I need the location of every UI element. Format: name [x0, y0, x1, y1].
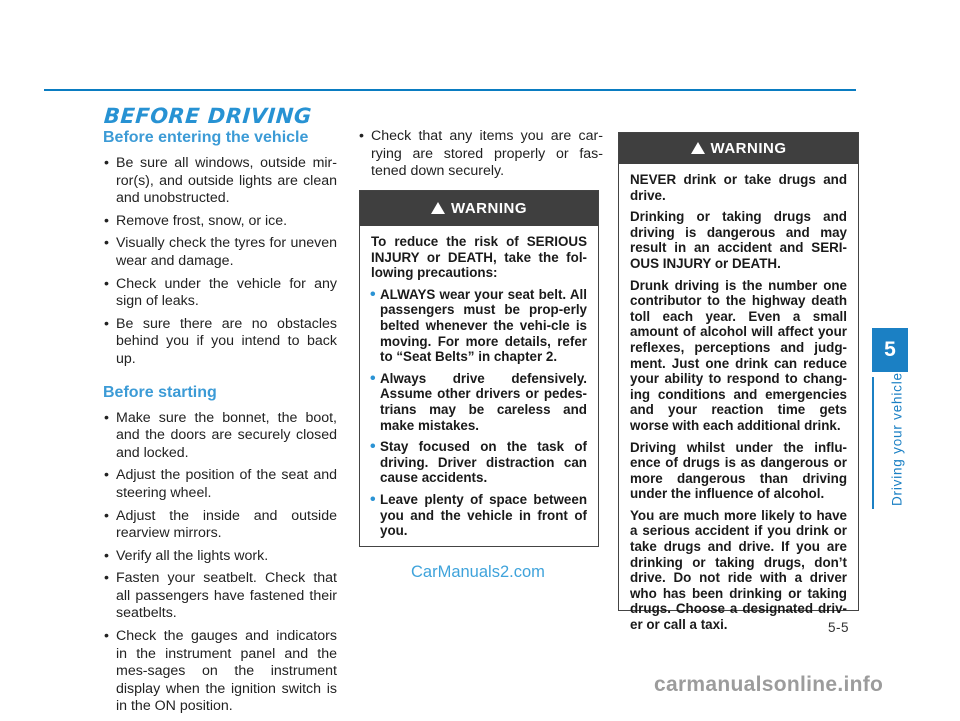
list-item: • Adjust the position of the seat and steering wheel. — [103, 467, 337, 502]
list-item: • Adjust the inside and outside rearview mirrors. — [103, 508, 337, 543]
middle-column — [358, 128, 603, 186]
list-item: • Fasten your seatbelt. Check that all passengers have fastened their seatbelts. — [103, 570, 337, 623]
warning-item: • ALWAYS wear your seat belt. All passengers must be prop-erly belted whenever the vehi-cle is moving. For more details, refer to “Seat Belts” in chapter 2. — [371, 287, 587, 365]
warning-triangle-icon — [431, 202, 445, 214]
list-item: • Check that any items you are car-rying are stored properly or fas-tened down securely. — [358, 128, 603, 181]
warning-paragraph: You are much more likely to have a serious accident if you drink or take drugs and drive. If you are drinking or taking drugs, don’t drive. Do not ride with a driver who has been drinking or taking drugs. Choose a designated driv-er or call a taxi. — [630, 507, 847, 633]
list-item: • Check the gauges and indicators in the instrument panel and the mes-sages on the instrument display when the ignition switch is in the ON position. — [103, 628, 337, 716]
warning-paragraph: Drunk driving is the number one contributor to the highway death toll each year. Even a small amount of alcohol will affect your reflexes, perceptions and judg-ment. Just one drink can reduce your ability to respond to chang-ing conditions and emergencies and your reaction time gets worse with each additional drink. — [630, 277, 847, 433]
warning-title: WARNING — [451, 200, 527, 217]
footer-watermark: carmanualsonline.info — [654, 673, 884, 696]
watermark-link[interactable]: CarManuals2.com — [411, 563, 545, 581]
warning-item: • Leave plenty of space between you and the vehicle in front of you. — [371, 492, 587, 539]
chapter-rule — [872, 377, 874, 509]
page-number: 5-5 — [828, 620, 850, 635]
top-rule — [44, 89, 856, 91]
warning-box-seatbelt — [359, 190, 599, 547]
list-item: • Remove frost, snow, or ice. — [103, 213, 337, 231]
warning-paragraph: NEVER drink or take drugs and drive. — [630, 172, 847, 203]
warning-body — [360, 226, 598, 551]
list-item: • Visually check the tyres for uneven wear and damage. — [103, 235, 337, 270]
warning-triangle-icon — [691, 142, 705, 154]
list-item: • Verify all the lights work. — [103, 548, 337, 566]
middle-list — [358, 128, 603, 181]
warning-item: • Always drive defensively. Assume other drivers or pedes-trians may be careless and make mistakes. — [371, 371, 587, 433]
left-column — [103, 128, 337, 721]
before-starting-heading: Before starting — [103, 383, 217, 401]
chapter-tab[interactable]: 5 — [872, 328, 908, 372]
before-starting-list — [103, 410, 337, 717]
before-entering-heading: Before entering the vehicle — [103, 129, 309, 146]
warning-item: • Stay focused on the task of driving. Driver distraction can cause accidents. — [371, 439, 587, 486]
list-item: • Make sure the bonnet, the boot, and the doors are securely closed and locked. — [103, 410, 337, 463]
list-item: • Be sure all windows, outside mir-ror(s), and outside lights are clean and unobstructed. — [103, 155, 337, 208]
warning-header — [619, 133, 858, 164]
list-item: • Be sure there are no obstacles behind you if you intend to back up. — [103, 316, 337, 369]
before-entering-list — [103, 155, 337, 369]
section-title: BEFORE DRIVING — [103, 104, 313, 128]
warning-body — [619, 164, 858, 645]
list-item: • Check under the vehicle for any sign of leaks. — [103, 276, 337, 311]
warning-header — [360, 191, 598, 226]
warning-paragraph: Driving whilst under the influ-ence of drugs is as dangerous or more dangerous than driving under the influence of alcohol. — [630, 439, 847, 502]
warning-intro: To reduce the risk of SERIOUS INJURY or DEATH, take the fol-lowing precautions: — [371, 234, 587, 281]
chapter-label: Driving your vehicle — [889, 372, 905, 507]
warning-list — [371, 287, 587, 539]
warning-title: WARNING — [710, 140, 787, 157]
warning-paragraph: Drinking or taking drugs and driving is dangerous and may result in an accident and SERI-OUS INJURY or DEATH. — [630, 209, 847, 271]
